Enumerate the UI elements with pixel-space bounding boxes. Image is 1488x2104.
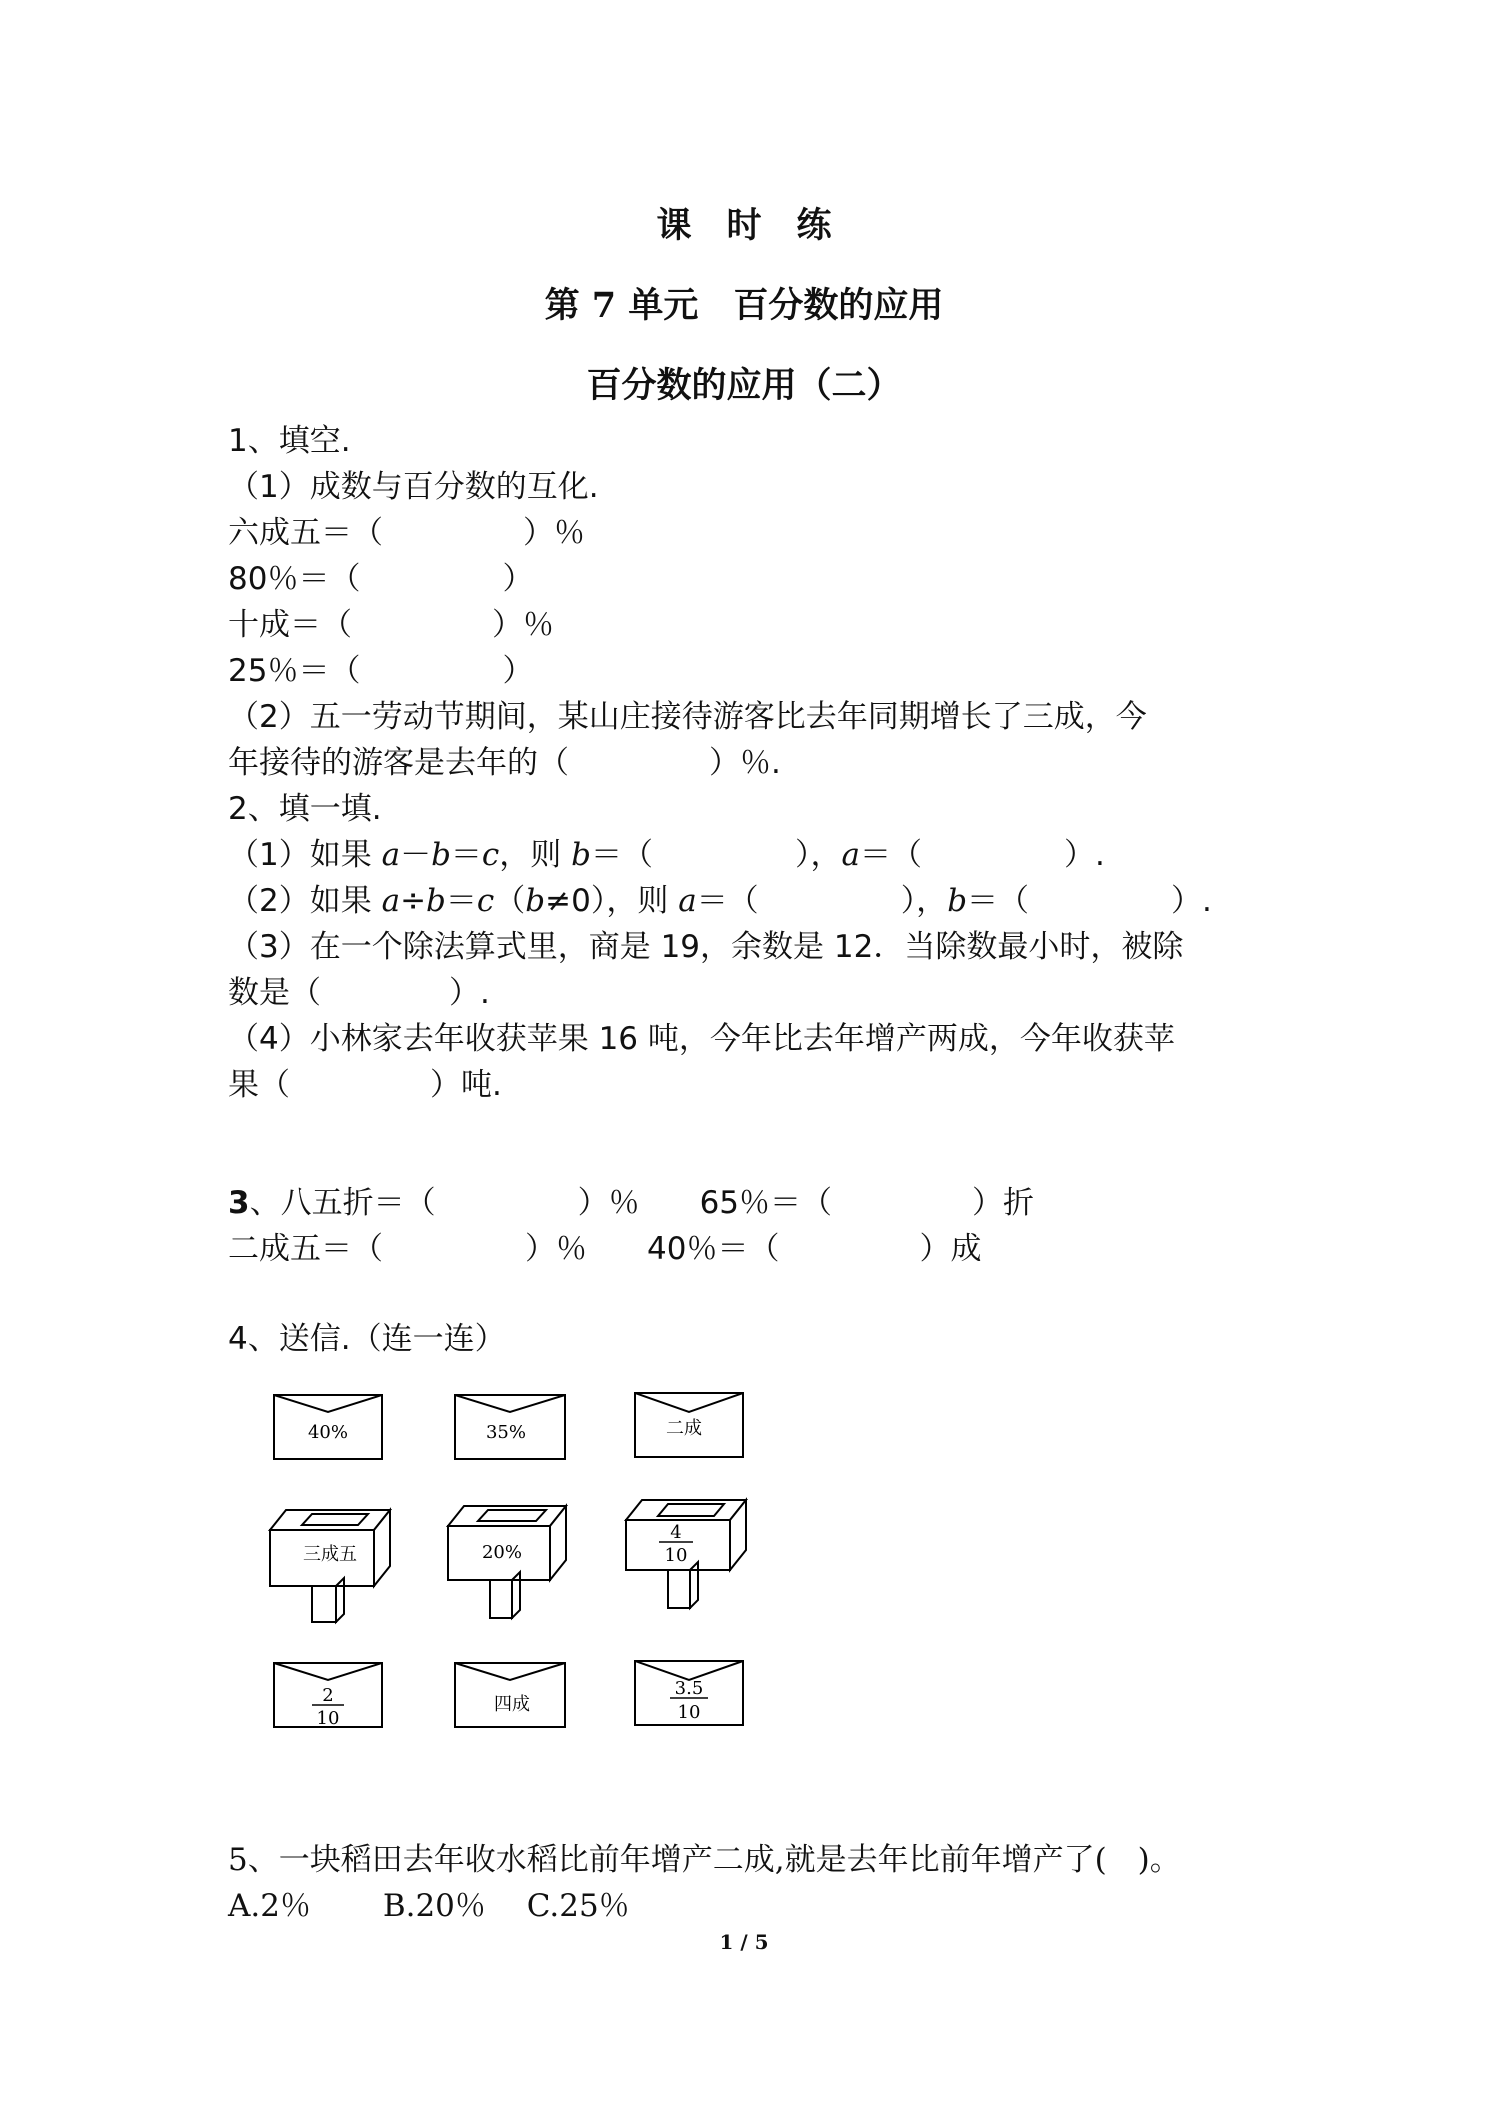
q5-options: A.2％ B.20％ C.25％ (228, 1888, 630, 1924)
page-number: 1 / 5 (719, 1930, 769, 1954)
q4-heading: 4、送信.（连一连） (228, 1321, 506, 1357)
worksheet-title: 课 时 练 (656, 205, 832, 246)
q1-item-d: 25％＝（ ） (228, 653, 534, 689)
fraction-denominator: 10 (664, 1545, 688, 1566)
q2-item-2: （2）如果 a÷b＝c（b≠0），则 a＝（ ），b＝（ ）. (228, 883, 1212, 919)
q1-item-c: 十成＝（ ）％ (228, 607, 554, 643)
q2-item-3-line1: （3）在一个除法算式里，商是 19，余数是 12．当除数最小时，被除 (228, 929, 1184, 965)
q2-item-4-line1: （4）小林家去年收获苹果 16 吨，今年比去年增产两成，今年收获苹 (228, 1021, 1175, 1057)
fraction-numerator: 4 (670, 1522, 682, 1543)
envelope-label: 35% (485, 1422, 527, 1443)
unit-title: 第 7 单元 百分数的应用 (544, 285, 944, 326)
q1-sub1: （1）成数与百分数的互化. (228, 469, 599, 505)
q2-item-3-line2: 数是（ ）. (228, 975, 490, 1011)
q1-sub2-line2: 年接待的游客是去年的（ ）％. (228, 745, 781, 781)
mailbox-label: 20% (481, 1542, 523, 1563)
q2-item-4-line2: 果（ ）吨. (228, 1067, 502, 1103)
q1-item-a: 六成五＝（ ）％ (228, 515, 585, 551)
fraction-denominator: 10 (677, 1702, 701, 1723)
fraction-denominator: 10 (316, 1708, 340, 1729)
lesson-title: 百分数的应用（二） (586, 365, 902, 406)
fraction-numerator: 3.5 (674, 1678, 704, 1699)
q3-row-2: 二成五＝（ ）％ 40％＝（ ）成 (228, 1231, 982, 1267)
mailbox-label: 三成五 (303, 1544, 357, 1565)
envelope-label: 四成 (494, 1694, 530, 1715)
q2-item-1: （1）如果 a－b＝c，则 b＝（ ），a＝（ ）. (228, 837, 1105, 873)
q2-heading: 2、填一填. (228, 791, 382, 827)
q1-sub2-line1: （2）五一劳动节期间，某山庄接待游客比去年同期增长了三成，今 (228, 699, 1147, 735)
q1-heading: 1、填空. (228, 423, 351, 459)
q5-question: 5、一块稻田去年收水稻比前年增产二成,就是去年比前年增产了( )。 (228, 1842, 1181, 1878)
fraction-numerator: 2 (322, 1685, 334, 1706)
envelope-label: 二成 (666, 1418, 702, 1439)
q1-item-b: 80％＝（ ） (228, 561, 534, 597)
mailbox-three-cheng-five[interactable] (270, 1510, 390, 1622)
envelope-label: 40% (307, 1422, 349, 1443)
q3-row-1: 3、八五折＝（ ）％ 65％＝（ ）折 (228, 1185, 1035, 1221)
